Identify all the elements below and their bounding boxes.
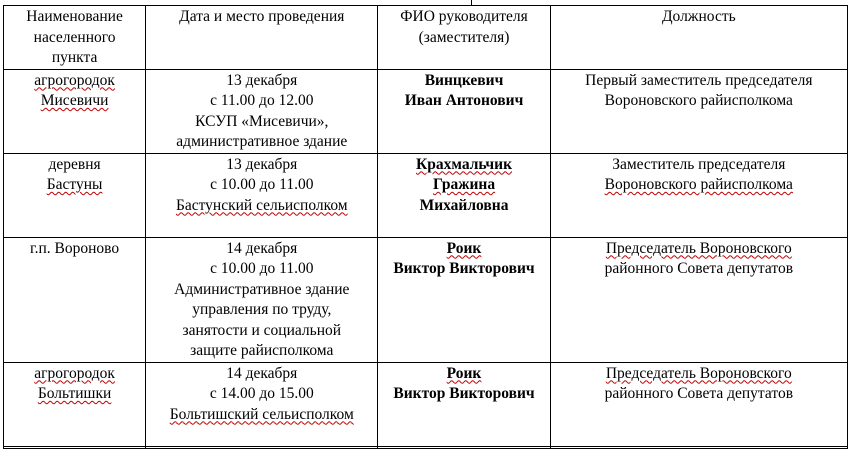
table-row (4, 153, 848, 237)
head-name-cell (378, 446, 550, 448)
settlement-cell (4, 446, 146, 448)
head-name-cell: Винцкевич Иван Антонович (378, 69, 550, 153)
settlement-cell: г.п. Вороново (4, 237, 146, 362)
date-place-cell: 14 декабря с 10.00 до 11.00 Административное здание управления по труду, занятости и социальной защите райисполкома (146, 237, 378, 362)
table-row (4, 446, 848, 448)
position-cell: Председатель Вороновского районного Совета депутатов (550, 237, 847, 362)
table-row (4, 362, 848, 446)
head-name-cell: Роик Виктор Викторович (378, 362, 550, 446)
date-place-cell: 13 декабря с 10.00 до 11.00 Бастунский сельисполком (146, 153, 378, 237)
settlement-cell: агрогородок Мисевичи (4, 69, 146, 153)
position-cell: Заместитель председателя Вороновского райисполкома (550, 153, 847, 237)
date-place-cell: 14 декабря с 14.00 до 15.00 Больтишский сельисполком (146, 362, 378, 446)
date-place-cell (146, 446, 378, 448)
table-header-row (4, 6, 848, 70)
table-row (4, 69, 848, 153)
table-row (4, 237, 848, 362)
header-position: Должность (550, 6, 847, 70)
header-head-name: ФИО руководителя (заместителя) (378, 6, 550, 70)
reception-schedule-table (3, 5, 848, 449)
header-settlement: Наименование населенного пункта (4, 6, 146, 70)
position-cell (550, 446, 847, 448)
header-date-place: Дата и место проведения (146, 6, 378, 70)
head-name-cell: Крахмальчик Гражина Михайловна (378, 153, 550, 237)
date-place-cell: 13 декабря с 11.00 до 12.00 КСУП «Мисевичи», административное здание (146, 69, 378, 153)
position-cell: Председатель Вороновского районного Совета депутатов (550, 362, 847, 446)
position-cell: Первый заместитель председателя Вороновского райисполкома (550, 69, 847, 153)
settlement-cell: агрогородок Больтишки (4, 362, 146, 446)
head-name-cell: Роик Виктор Викторович (378, 237, 550, 362)
settlement-cell: деревня Бастуны (4, 153, 146, 237)
